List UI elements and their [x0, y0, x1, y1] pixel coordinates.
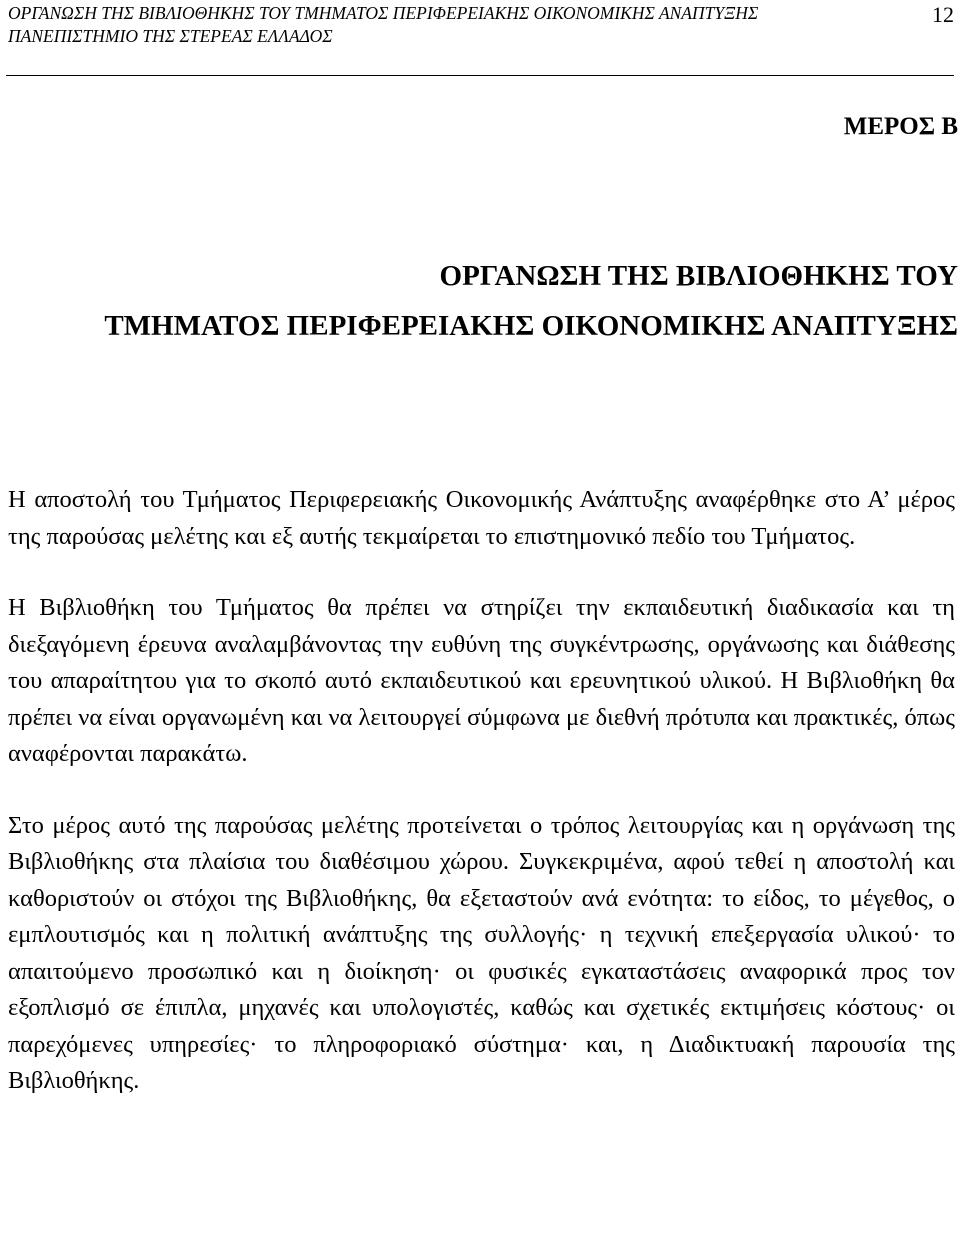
running-header-title: ΟΡΓΑΝΩΣΗ ΤΗΣ ΒΙΒΛΙΟΘΗΚΗΣ ΤΟΥ ΤΜΗΜΑΤΟΣ ΠΕΡΙΦΕΡΕΙΑΚΗΣ ΟΙΚΟΝΟΜΙΚΗΣ ΑΝΑΠΤΥΞΗΣ — [8, 3, 759, 23]
paragraph-library-role: Η Βιβλιοθήκη του Τμήματος θα πρέπει να στηρίζει την εκπαιδευτική διαδικασία και τη διεξαγόμενη έρευνα αναλαμβάνοντας την ευθύνη της συγκέντρωσης, οργάνωσης και διάθεσης του απαραίτητου για το σκοπό αυτό εκπαιδευτικού και ερευνητικού υλικού. Η Βιβλιοθήκη θα πρέπει να είναι οργανωμένη και να λειτουργεί σύμφωνα με διεθνή πρότυπα και πρακτικές, όπως αναφέρονται παρακάτω. — [8, 594, 955, 767]
part-label: ΜΕΡΟΣ Β — [843, 113, 958, 140]
header-divider — [6, 75, 954, 76]
running-header — [8, 2, 908, 48]
section-title-line-1: ΟΡΓΑΝΩΣΗ ΤΗΣ ΒΙΒΛΙΟΘΗΚΗΣ ΤΟΥ — [439, 260, 958, 292]
body-text — [8, 482, 955, 1100]
paragraph-mission: Η αποστολή του Τμήματος Περιφερειακής Οικονομικής Ανάπτυξης αναφέρθηκε στο Α’ μέρος της παρούσας μελέτης και εξ αυτής τεκμαίρεται το επιστημονικό πεδίο του Τμήματος. — [8, 486, 955, 550]
page-number: 12 — [932, 2, 954, 27]
running-header-university: ΠΑΝΕΠΙΣΤΗΜΙΟ ΤΗΣ ΣΤΕΡΕΑΣ ΕΛΛΑΔΟΣ — [8, 26, 333, 46]
section-title-line-2: ΤΜΗΜΑΤΟΣ ΠΕΡΙΦΕΡΕΙΑΚΗΣ ΟΙΚΟΝΟΜΙΚΗΣ ΑΝΑΠΤΥΞΗΣ — [104, 310, 958, 342]
section-title — [0, 251, 958, 351]
paragraph-organization-plan: Στο μέρος αυτό της παρούσας μελέτης προτείνεται ο τρόπος λειτουργίας και η οργάνωση της Βιβλιοθήκης στα πλαίσια του διαθέσιμου χώρου. Συγκεκριμένα, αφού τεθεί η αποστολή και καθοριστούν οι στόχοι της Βιβλιοθήκης, θα εξεταστούν ανά ενότητα: το είδος, το μέγεθος, ο εμπλουτισμός και η πολιτική ανάπτυξης της συλλογής· η τεχνική επεξεργασία υλικού· το απαιτούμενο προσωπικό και η διοίκηση· οι φυσικές εγκαταστάσεις αναφορικά προς τον εξοπλισμό σε έπιπλα, μηχανές και υπολογιστές, καθώς και σχετικές εκτιμήσεις κόστους· οι παρεχόμενες υπηρεσίες· το πληροφοριακό σύστημα· και, η Διαδικτυακή παρουσία της Βιβλιοθήκης. — [8, 811, 955, 1094]
